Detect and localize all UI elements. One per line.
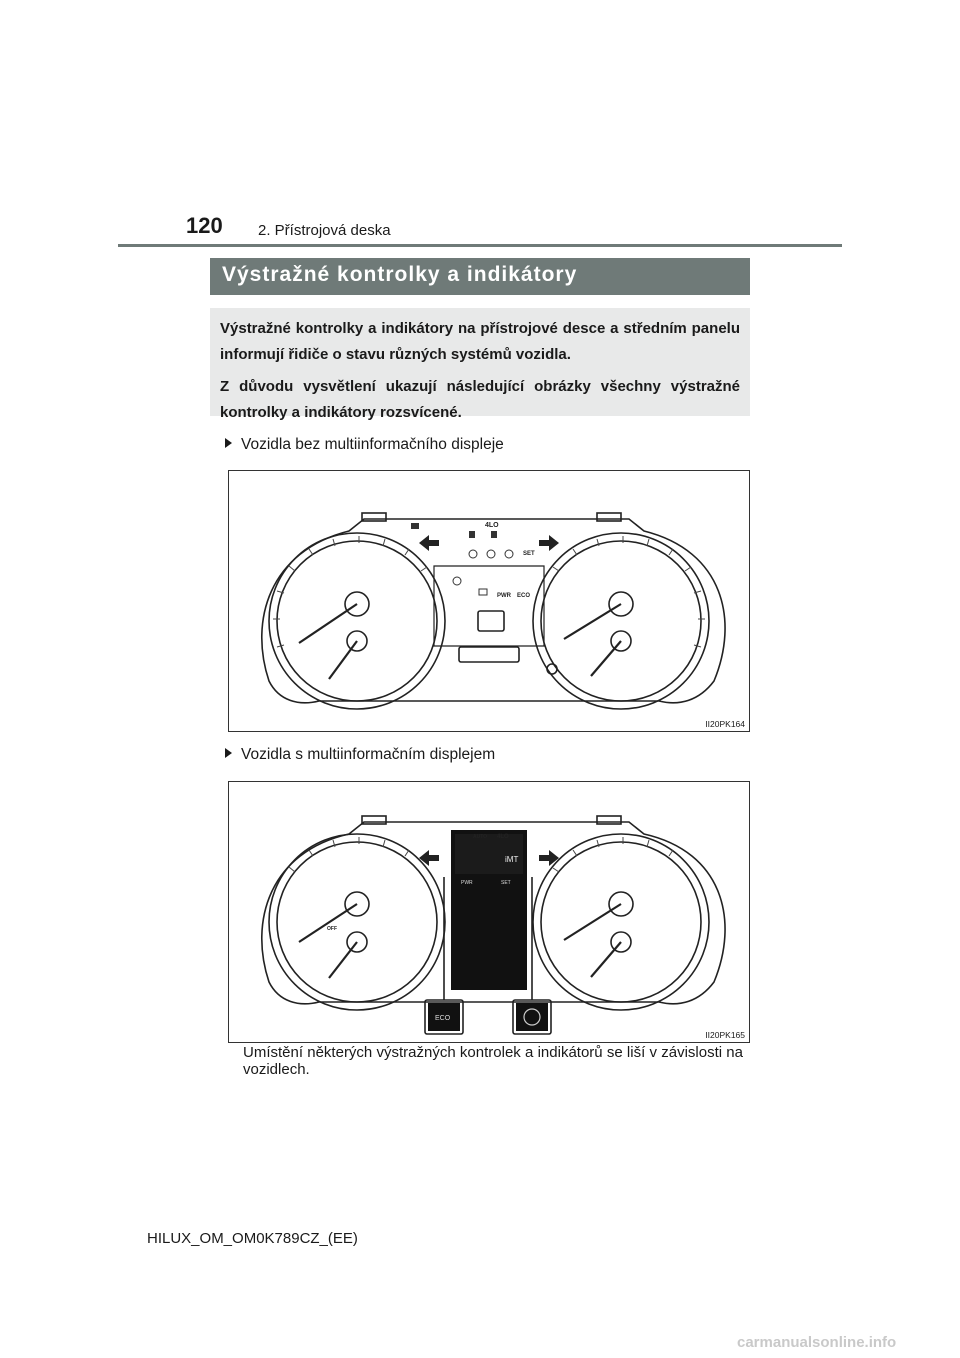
pwr-label: PWR (461, 880, 473, 886)
watermark: carmanualsonline.info (737, 1334, 897, 1351)
section-title: 2. Přístrojová deska (258, 222, 391, 239)
variation-note: Umístění některých výstražných kontrolek a indikátorů se liší v závislosti na vozidlech. (243, 1044, 743, 1078)
bullet-arrow-icon (225, 438, 232, 448)
figure-2-caption (225, 746, 495, 764)
figure-1-id: II20PK164 (705, 719, 745, 729)
intro-paragraph-2: Z důvodu vysvětlení ukazují následující obrázky všechny výstražné kontrolky a indikátory rozsvícené. (220, 378, 740, 421)
off-label: OFF (327, 926, 337, 932)
four-lo-label: 4LO (497, 834, 509, 840)
figure-1-caption-text: Vozidla bez multiinformačního displeje (241, 436, 504, 453)
figure-2-id: II20PK165 (705, 1030, 745, 1040)
header-rule (118, 244, 842, 247)
turn-left-icon (419, 535, 439, 551)
four-lo-label: 4LO (485, 522, 499, 529)
intro-box (210, 308, 750, 421)
intro-paragraph-1: Výstražné kontrolky a indikátory na přístrojové desce a středním panelu informují řidiče o stavu různých systémů vozidla. (220, 320, 740, 363)
page-number: 120 (186, 213, 223, 238)
figure-2-caption-text: Vozidla s multiinformačním displejem (241, 746, 496, 763)
section-banner: Výstražné kontrolky a indikátory (210, 258, 750, 295)
figure-1 (228, 470, 750, 732)
turn-right-icon (539, 535, 559, 551)
auto-label: AUTO (473, 834, 488, 840)
eco-callout-label: ECO (435, 1015, 451, 1022)
eco-label: ECO (517, 593, 531, 599)
instrument-cluster-illustration (229, 471, 749, 731)
set-label: SET (501, 880, 511, 886)
imt-label: iMT (505, 855, 519, 864)
set-label: SET (523, 551, 535, 557)
instrument-cluster-mid-illustration (229, 782, 749, 1042)
figure-2 (228, 781, 750, 1043)
bullet-arrow-icon (225, 748, 232, 758)
document-code: HILUX_OM_OM0K789CZ_(EE) (147, 1230, 358, 1247)
figure-1-caption (225, 436, 504, 454)
pwr-label: PWR (497, 593, 511, 599)
